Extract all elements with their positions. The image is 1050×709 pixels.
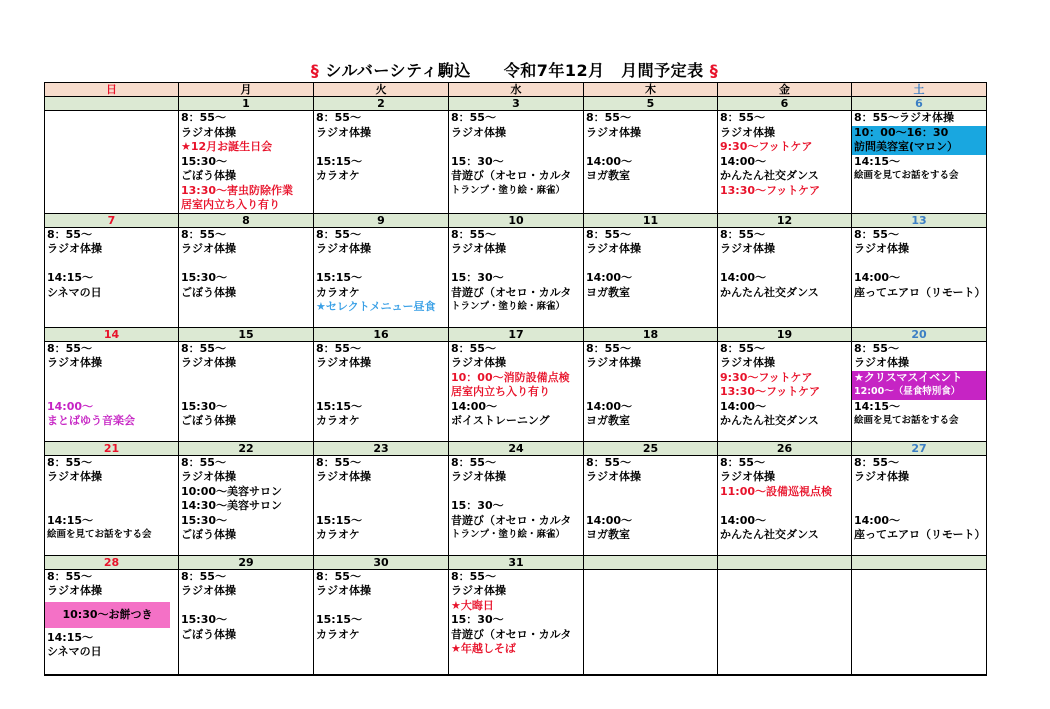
schedule-entry: ラジオ体操: [586, 125, 641, 139]
schedule-spacer: [718, 499, 851, 514]
schedule-entry: ★セレクトメニュー昼食: [316, 300, 436, 313]
date-number: 8: [179, 213, 314, 227]
schedule-entry: 8：55～: [181, 111, 226, 124]
day-cell: [314, 111, 449, 214]
schedule-entry: 8：55～: [47, 341, 92, 355]
day-cell: [45, 569, 179, 675]
schedule-entry: ラジオ体操: [316, 242, 371, 255]
schedule-entry: 15：30～: [451, 154, 504, 168]
schedule-entry: 14:00～: [720, 513, 767, 527]
schedule-entry: 座ってエアロ（リモート）: [854, 528, 986, 541]
schedule-spacer: [45, 371, 178, 386]
schedule-entry: ラジオ体操: [181, 470, 236, 483]
weekday-header: 日: [45, 83, 179, 97]
schedule-entry: 8：55～: [316, 569, 361, 583]
schedule-entry: 昔遊び（オセロ・カルタ: [451, 285, 572, 299]
date-number: 15: [179, 327, 314, 341]
day-cell: [718, 455, 852, 555]
weekday-header: 月: [179, 83, 314, 97]
day-cell: [179, 341, 314, 441]
schedule-entry: 8：55～: [720, 111, 765, 124]
schedule-entry: 10:00～美容サロン: [181, 484, 283, 498]
schedule-spacer: [584, 371, 717, 386]
schedule-entry: ごぼう体操: [181, 528, 236, 541]
schedule-entry: 8：55～: [316, 341, 361, 355]
schedule-entry: 昔遊び（オセロ・カルタ: [451, 627, 572, 641]
schedule-entry: 14:00～: [586, 271, 633, 284]
schedule-entry: ラジオ体操: [47, 242, 102, 255]
schedule-spacer: [179, 599, 313, 614]
day-cell: [718, 341, 852, 441]
schedule-row: [45, 341, 987, 441]
schedule-entry: 15：30～: [451, 271, 504, 284]
schedule-entry: 8：55～: [586, 341, 631, 355]
day-cell: [179, 111, 314, 214]
schedule-row: [45, 111, 987, 214]
schedule-entry: カラオケ: [316, 285, 360, 299]
schedule-entry: 居室内立ち入り有り: [451, 385, 550, 398]
schedule-spacer: [449, 257, 583, 272]
schedule-entry: 8：55～: [316, 455, 361, 469]
schedule-entry: ラジオ体操: [720, 242, 775, 255]
schedule-spacer: [852, 499, 986, 514]
schedule-entry: ラジオ体操: [451, 356, 506, 369]
schedule-spacer: [314, 499, 448, 514]
date-number: 6: [852, 97, 987, 111]
weekday-header: 水: [449, 83, 584, 97]
day-cell: [45, 227, 179, 327]
schedule-entry: 8：55～: [854, 227, 899, 241]
schedule-entry: ヨガ教室: [586, 528, 630, 541]
schedule-spacer: [584, 140, 717, 155]
schedule-entry: ヨガ教室: [586, 169, 630, 182]
schedule-spacer: [449, 485, 583, 500]
date-number: [718, 555, 852, 569]
schedule-entry: ラジオ体操: [181, 584, 236, 597]
schedule-entry: ★年越しそば: [451, 642, 516, 655]
weekday-header: 火: [314, 83, 449, 97]
schedule-entry: 13:30～フットケア: [720, 385, 821, 398]
day-cell: [45, 341, 179, 441]
day-cell: [852, 111, 987, 214]
date-number: 14: [45, 327, 179, 341]
schedule-entry: 14:15～: [47, 271, 94, 284]
day-cell: [314, 455, 449, 555]
schedule-entry: 14:15～: [47, 513, 94, 527]
schedule-entry: ヨガ教室: [586, 414, 630, 427]
schedule-entry: ラジオ体操: [47, 470, 102, 483]
title-text: シルバーシティ駒込 令和7年12月 月間予定表: [325, 61, 704, 80]
schedule-entry: 8：55～: [720, 227, 765, 241]
day-cell: [449, 227, 584, 327]
date-number: 11: [584, 213, 718, 227]
schedule-entry: 15:15～: [316, 271, 363, 284]
schedule-entry: 14:00～: [47, 399, 94, 413]
weekday-header: 土: [852, 83, 987, 97]
schedule-entry: 8：55～: [720, 341, 765, 355]
date-number-row: [45, 213, 987, 227]
date-number-row: [45, 327, 987, 341]
schedule-entry: 14:00～: [854, 513, 901, 527]
day-cell: [449, 569, 584, 675]
date-number: [584, 555, 718, 569]
schedule-entry: 8：55～: [586, 227, 631, 241]
schedule-entry: カラオケ: [316, 169, 360, 182]
schedule-entry: カラオケ: [316, 627, 360, 641]
schedule-entry: 15:30～: [181, 613, 228, 626]
schedule-spacer: [45, 257, 178, 272]
day-cell: [584, 227, 718, 327]
schedule-entry: 15：30～: [451, 613, 504, 626]
schedule-entry: 絵画を見てお話をする会: [854, 415, 959, 426]
schedule-entry: 14:00～: [451, 399, 498, 413]
date-number: 16: [314, 327, 449, 341]
schedule-spacer: [314, 257, 448, 272]
schedule-entry: ラジオ体操: [451, 242, 506, 255]
schedule-entry: 絵画を見てお話をする会: [47, 529, 152, 540]
schedule-entry: 8：55～: [451, 111, 496, 124]
schedule-entry: 8：55～: [181, 341, 226, 355]
schedule-spacer: [584, 485, 717, 500]
schedule-entry: 8：55～: [316, 227, 361, 241]
date-number: 6: [718, 97, 852, 111]
schedule-entry: 座ってエアロ（リモート）: [854, 285, 986, 299]
schedule-entry: 8：55～: [451, 455, 496, 469]
schedule-entry: ラジオ体操: [316, 125, 371, 139]
day-cell: [314, 341, 449, 441]
schedule-entry: ラジオ体操: [451, 584, 506, 597]
schedule-entry: ラジオ体操: [451, 470, 506, 483]
schedule-entry: 8：55～: [47, 455, 92, 469]
schedule-row: [45, 455, 987, 555]
schedule-entry: 15：30～: [451, 499, 504, 512]
schedule-entry: ラジオ体操: [181, 125, 236, 139]
date-number: 17: [449, 327, 584, 341]
schedule-entry: 8：55～: [316, 111, 361, 124]
schedule-entry: 15:30～: [181, 399, 228, 413]
schedule-entry: かんたん社交ダンス: [720, 285, 819, 299]
schedule-entry: 15:15～: [316, 154, 363, 168]
date-number: 31: [449, 555, 584, 569]
section-mark-icon: §: [709, 61, 719, 80]
schedule-entry: 15:15～: [316, 399, 363, 413]
date-number: 23: [314, 441, 449, 455]
schedule-entry: カラオケ: [316, 528, 360, 541]
date-number-row: [45, 441, 987, 455]
schedule-spacer: [449, 140, 583, 155]
schedule-entry: 8：55～ラジオ体操: [854, 111, 954, 124]
schedule-entry: 8：55～: [720, 455, 765, 469]
day-cell: [852, 569, 987, 675]
schedule-entry: 8：55～: [451, 569, 496, 583]
date-number: 1: [179, 97, 314, 111]
schedule-entry: ラジオ体操: [181, 242, 236, 255]
schedule-entry: 13:30～害虫防除作業: [181, 183, 294, 197]
schedule-entry: 8：55～: [181, 455, 226, 469]
schedule-entry: 9:30～フットケア: [720, 370, 813, 384]
schedule-entry: ヨガ教室: [586, 285, 630, 299]
schedule-entry: 8：55～: [47, 227, 92, 241]
schedule-spacer: [45, 499, 178, 514]
schedule-entry: ラジオ体操: [47, 356, 102, 369]
schedule-entry: 14:15～: [854, 154, 901, 168]
schedule-spacer: [179, 385, 313, 400]
schedule-spacer: [584, 499, 717, 514]
schedule-entry: 9:30～フットケア: [720, 140, 813, 153]
schedule-spacer: [45, 485, 178, 500]
date-number: 20: [852, 327, 987, 341]
schedule-entry: ラジオ体操: [720, 470, 775, 483]
schedule-entry: カラオケ: [316, 414, 360, 427]
schedule-entry: ごぼう体操: [181, 627, 236, 641]
date-number: 3: [449, 97, 584, 111]
day-cell: [584, 341, 718, 441]
schedule-entry: 14:15～: [47, 630, 94, 644]
day-cell: [179, 569, 314, 675]
schedule-entry: 14:30～美容サロン: [181, 499, 283, 512]
date-number: [852, 555, 987, 569]
monthly-calendar: [44, 82, 987, 676]
date-number: 7: [45, 213, 179, 227]
schedule-entry: 居室内立ち入り有り: [181, 198, 280, 211]
schedule-entry: ラジオ体操: [854, 356, 909, 369]
schedule-entry: ラジオ体操: [47, 584, 102, 597]
day-cell: [718, 111, 852, 214]
schedule-entry: ラジオ体操: [586, 242, 641, 255]
schedule-entry: 14:00～: [720, 154, 767, 168]
schedule-entry: 14:00～: [586, 154, 633, 168]
schedule-entry: 15:30～: [181, 271, 228, 284]
schedule-entry: ★大晦日: [451, 598, 494, 612]
schedule-entry: ラジオ体操: [586, 356, 641, 369]
date-number: 18: [584, 327, 718, 341]
schedule-entry: 15:30～: [181, 154, 228, 168]
schedule-entry: 11:00～設備巡視点検: [720, 484, 833, 498]
day-cell: [314, 569, 449, 675]
schedule-entry: 絵画を見てお話をする会: [854, 170, 959, 181]
schedule-spacer: [718, 257, 851, 272]
schedule-entry: トランプ・塗り絵・麻雀）: [451, 529, 566, 540]
day-cell: [584, 111, 718, 214]
schedule-entry: シネマの日: [47, 645, 102, 658]
schedule-entry: ラジオ体操: [316, 356, 371, 369]
date-number: 9: [314, 213, 449, 227]
schedule-entry: 8：55～: [47, 569, 92, 583]
date-number: 21: [45, 441, 179, 455]
date-number: 13: [852, 213, 987, 227]
schedule-spacer: [314, 485, 448, 500]
date-number: 30: [314, 555, 449, 569]
schedule-entry: シネマの日: [47, 285, 102, 299]
schedule-entry: ラジオ体操: [181, 356, 236, 369]
schedule-entry: ★12月お誕生日会: [181, 140, 273, 153]
schedule-entry: 14:00～: [720, 399, 767, 413]
schedule-spacer: [314, 371, 448, 386]
schedule-row: [45, 569, 987, 675]
schedule-entry: ラジオ体操: [316, 584, 371, 597]
schedule-spacer: [179, 371, 313, 386]
schedule-entry: かんたん社交ダンス: [720, 528, 819, 541]
schedule-entry: 15:30～: [181, 513, 228, 527]
schedule-entry: ボイストレーニング: [451, 414, 550, 427]
day-cell: [449, 455, 584, 555]
date-number: 26: [718, 441, 852, 455]
schedule-entry: ラジオ体操: [720, 125, 775, 139]
schedule-entry: ラジオ体操: [451, 125, 506, 139]
section-mark-icon: §: [310, 61, 320, 80]
schedule-entry: 15:15～: [316, 513, 363, 527]
schedule-entry: ごぼう体操: [181, 414, 236, 427]
date-number: 29: [179, 555, 314, 569]
date-number: 28: [45, 555, 179, 569]
day-cell: [45, 111, 179, 214]
date-number: 25: [584, 441, 718, 455]
schedule-entry: 8：55～: [451, 227, 496, 241]
schedule-entry: まとばゆう音楽会: [47, 414, 135, 427]
day-cell: [852, 341, 987, 441]
date-number: 19: [718, 327, 852, 341]
date-number: [45, 97, 179, 111]
day-cell: [179, 455, 314, 555]
date-number: 5: [584, 97, 718, 111]
date-number: 24: [449, 441, 584, 455]
date-number: 27: [852, 441, 987, 455]
schedule-entry: ラジオ体操: [586, 470, 641, 483]
schedule-spacer: [584, 257, 717, 272]
day-cell: [449, 341, 584, 441]
schedule-row: [45, 227, 987, 327]
schedule-spacer: [314, 140, 448, 155]
page-title: [44, 58, 985, 82]
day-cell: [718, 569, 852, 675]
day-cell: [718, 227, 852, 327]
schedule-entry: 8：55～: [854, 341, 899, 355]
date-number-row: [45, 555, 987, 569]
schedule-entry: 8：55～: [586, 111, 631, 124]
schedule-entry: 訪問美容室(マロン）: [852, 140, 986, 155]
schedule-entry: 10：00～16：30: [852, 126, 986, 141]
schedule-entry: ラジオ体操: [854, 470, 909, 483]
day-cell: [179, 227, 314, 327]
schedule-spacer: [179, 257, 313, 272]
schedule-entry: ラジオ体操: [720, 356, 775, 369]
day-cell: [314, 227, 449, 327]
schedule-entry: トランプ・塗り絵・麻雀）: [451, 301, 566, 312]
schedule-entry: 8：55～: [181, 569, 226, 583]
date-number: 10: [449, 213, 584, 227]
event-highlight: 10:30～お餅つき: [45, 602, 170, 628]
day-cell: [449, 111, 584, 214]
schedule-spacer: [852, 485, 986, 500]
schedule-spacer: [314, 385, 448, 400]
weekday-header: 金: [718, 83, 852, 97]
schedule-entry: 15:15～: [316, 613, 363, 626]
schedule-entry: 14:00～: [586, 399, 633, 413]
day-cell: [584, 455, 718, 555]
schedule-spacer: [45, 385, 178, 400]
date-number: 2: [314, 97, 449, 111]
schedule-entry: 昔遊び（オセロ・カルタ: [451, 513, 572, 527]
schedule-spacer: [584, 385, 717, 400]
schedule-entry: 8：55～: [451, 341, 496, 355]
schedule-entry: 10：00～消防設備点検: [451, 370, 570, 384]
weekday-header: 木: [584, 83, 718, 97]
schedule-entry: ごぼう体操: [181, 285, 236, 299]
day-cell: [45, 455, 179, 555]
day-cell: [852, 227, 987, 327]
schedule-spacer: [852, 257, 986, 272]
date-number: 22: [179, 441, 314, 455]
date-number-row: [45, 97, 987, 111]
schedule-entry: ラジオ体操: [316, 470, 371, 483]
schedule-spacer: [314, 599, 448, 614]
schedule-entry: 13:30～フットケア: [720, 183, 821, 197]
schedule-entry: 14:00～: [586, 513, 633, 527]
day-cell: [584, 569, 718, 675]
schedule-entry: 昔遊び（オセロ・カルタ: [451, 169, 572, 182]
weekday-header-row: [45, 83, 987, 97]
schedule-entry: 14:00～: [854, 271, 901, 284]
schedule-entry: トランプ・塗り絵・麻雀）: [451, 184, 566, 196]
schedule-entry: かんたん社交ダンス: [720, 414, 819, 427]
schedule-entry: かんたん社交ダンス: [720, 169, 819, 182]
schedule-entry: 8：55～: [854, 455, 899, 469]
schedule-entry: 12:00～（昼食特別食）: [852, 385, 986, 400]
schedule-entry: ラジオ体操: [854, 242, 909, 255]
schedule-entry: 14:15～: [854, 399, 901, 413]
date-number: 12: [718, 213, 852, 227]
schedule-entry: ごぼう体操: [181, 169, 236, 182]
schedule-entry: ★クリスマスイベント: [852, 371, 986, 386]
day-cell: [852, 455, 987, 555]
schedule-entry: 8：55～: [586, 455, 631, 469]
schedule-entry: 14:00～: [720, 271, 767, 284]
schedule-entry: 8：55～: [181, 227, 226, 241]
